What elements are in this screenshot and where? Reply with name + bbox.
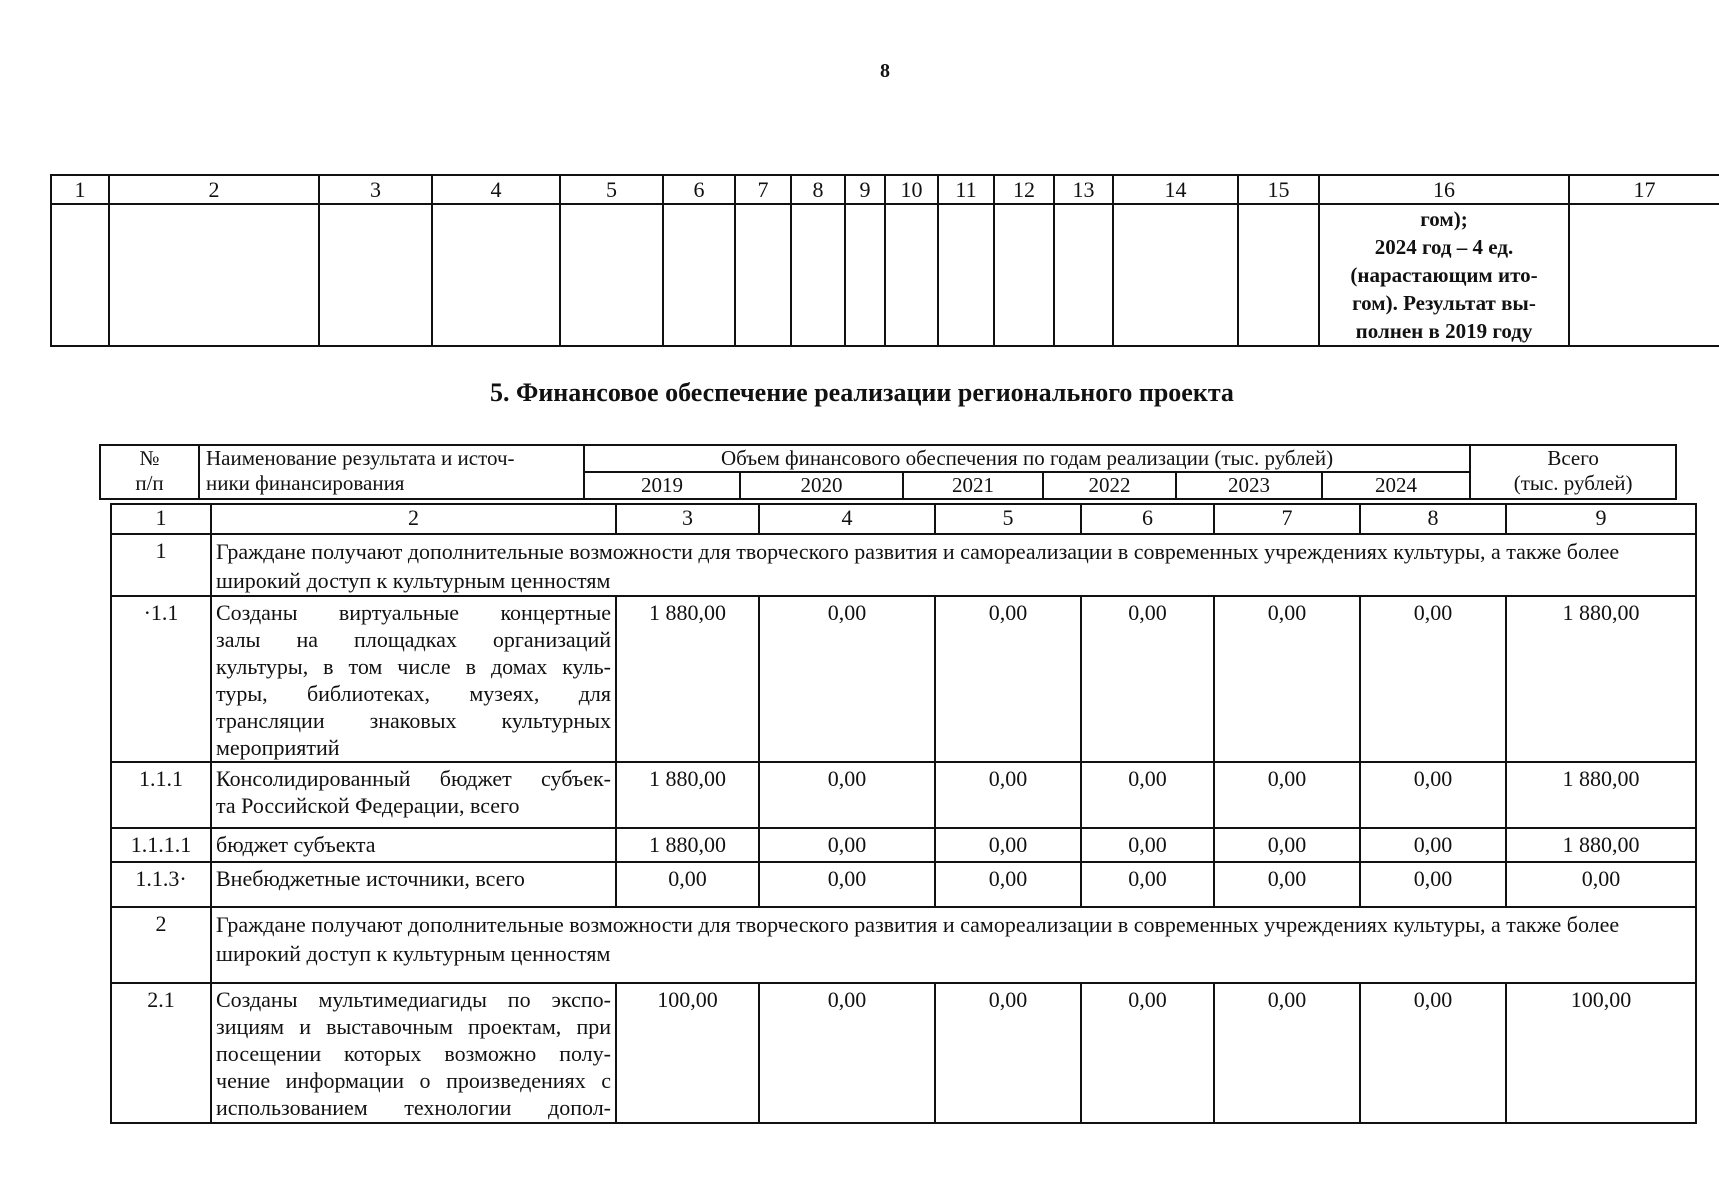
total-cell: 1 880,00 [1506,762,1696,828]
column-number: 4 [759,504,935,534]
number-header [100,445,199,499]
value-cell: 0,00 [1081,596,1214,762]
column-number: 8 [1360,504,1506,534]
financing-table-header [99,444,1677,500]
row-number: 2.1 [111,983,211,1123]
value-cell: 100,00 [616,983,759,1123]
text-line: зициям и выставочным проектам, при [216,1014,611,1039]
table-cell [432,204,560,346]
table-cell [994,204,1054,346]
column-number: 3 [616,504,759,534]
table-cell [1238,204,1319,346]
year-header: 2024 [1322,472,1470,499]
row-name [211,862,616,907]
value-cell: 0,00 [1214,862,1360,907]
header-line: ники финансирования [206,471,405,495]
column-number: 11 [938,175,994,204]
table-cell [663,204,735,346]
column-number: 10 [885,175,938,204]
year-header: 2019 [584,472,740,499]
text-line: использованием технологии допол- [216,1095,611,1120]
total-cell: 0,00 [1506,862,1696,907]
value-cell: 0,00 [1360,983,1506,1123]
continued-results-table [50,174,1719,347]
column-number: 1 [111,504,211,534]
result-title: Граждане получают дополнительные возможности для творческого развития и самореализации в современных учреждениях культуры, а также более широкий доступ к культурным ценностям [211,534,1696,596]
value-cell: 0,00 [759,862,935,907]
value-cell: 0,00 [935,828,1081,862]
result-title-row [111,534,1696,596]
text-line: Созданы мультимедиагиды по экспо- [216,987,611,1012]
column-number: 17 [1569,175,1719,204]
column-number: 1 [51,175,109,204]
page-number: 8 [880,60,890,82]
value-cell: 1 880,00 [616,762,759,828]
text-line: посещении которых возможно полу- [216,1041,611,1066]
year-header: 2021 [903,472,1043,499]
header-line: (тыс. рублей) [1513,471,1633,495]
header-line: Всего [1547,446,1599,470]
value-cell: 0,00 [935,983,1081,1123]
text-line: полнен в 2019 году [1355,319,1533,343]
name-header [199,445,584,499]
text-line: гом); [1420,207,1468,231]
value-cell: 0,00 [935,862,1081,907]
column-number: 9 [1506,504,1696,534]
column-number-row [51,175,1719,204]
year-header: 2023 [1176,472,1322,499]
table-cell [560,204,663,346]
value-cell: 0,00 [616,862,759,907]
value-cell: 0,00 [1360,596,1506,762]
text-line: 2024 год – 4 ед. [1374,235,1514,259]
value-cell: 0,00 [1360,828,1506,862]
column-number: 12 [994,175,1054,204]
row-name [211,596,616,762]
year-header: 2022 [1043,472,1176,499]
table-cell [1054,204,1113,346]
text-line: культуры, в том числе в домах куль- [216,654,611,679]
text-line: Внебюджетные источники, всего [216,866,525,891]
row-name [211,983,616,1123]
column-number: 8 [791,175,845,204]
column-number-row [111,504,1696,534]
row-number: 2 [111,907,211,983]
column-number: 2 [109,175,319,204]
text-line: туры, библиотеках, музеях, для [216,681,611,706]
table-row [111,983,1696,1123]
continued-row [51,204,1719,346]
row-name [211,762,616,828]
total-cell: 1 880,00 [1506,596,1696,762]
column-number: 5 [560,175,663,204]
text-line: бюджет субъекта [216,832,376,857]
column-number: 5 [935,504,1081,534]
value-cell: 0,00 [1360,762,1506,828]
section-title: 5. Финансовое обеспечение реализации регионального проекта [490,378,1234,407]
table-row [111,862,1696,907]
table-cell [1569,204,1719,346]
table-cell [791,204,845,346]
value-cell: 0,00 [759,596,935,762]
column-number: 6 [663,175,735,204]
column-number: 7 [1214,504,1360,534]
value-cell: 0,00 [1214,828,1360,862]
column-number: 4 [432,175,560,204]
text-line: та Российской Федерации, всего [216,793,520,818]
text-line: Консолидированный бюджет субъек- [216,766,611,791]
table-row [111,828,1696,862]
value-cell: 0,00 [759,762,935,828]
volume-header: Объем финансового обеспечения по годам реализации (тыс. рублей) [584,445,1470,472]
financing-table [110,503,1697,1124]
column-number: 7 [735,175,791,204]
column-number: 6 [1081,504,1214,534]
result-description-cell [1319,204,1569,346]
total-cell: 100,00 [1506,983,1696,1123]
total-header [1470,445,1676,499]
row-number: 1.1.1 [111,762,211,828]
table-cell [735,204,791,346]
table-row [111,762,1696,828]
text-line: залы на площадках организаций [216,627,611,652]
column-number: 9 [845,175,885,204]
column-number: 2 [211,504,616,534]
row-number: ·1.1 [111,596,211,762]
value-cell: 0,00 [1214,762,1360,828]
value-cell: 0,00 [1081,862,1214,907]
text-line: (нарастающим ито- [1350,263,1538,287]
column-number: 14 [1113,175,1238,204]
value-cell: 0,00 [759,828,935,862]
text-line: трансляции знаковых культурных [216,708,611,733]
column-number: 13 [1054,175,1113,204]
header-line: п/п [135,471,164,495]
value-cell: 0,00 [1214,596,1360,762]
result-title-row [111,907,1696,983]
table-cell [51,204,109,346]
result-title: Граждане получают дополнительные возможности для творческого развития и самореализации в современных учреждениях культуры, а также более широкий доступ к культурным ценностям [211,907,1696,983]
table-cell [845,204,885,346]
row-number: 1 [111,534,211,596]
value-cell: 0,00 [1214,983,1360,1123]
value-cell: 0,00 [759,983,935,1123]
value-cell: 0,00 [1081,983,1214,1123]
row-name [211,828,616,862]
value-cell: 0,00 [1081,828,1214,862]
table-cell [885,204,938,346]
value-cell: 0,00 [935,762,1081,828]
header-line: № [139,446,160,470]
value-cell: 0,00 [1360,862,1506,907]
year-header: 2020 [740,472,903,499]
column-number: 15 [1238,175,1319,204]
table-cell [319,204,432,346]
column-number: 16 [1319,175,1569,204]
table-cell [109,204,319,346]
text-line: гом). Результат вы- [1352,291,1536,315]
value-cell: 1 880,00 [616,828,759,862]
column-number: 3 [319,175,432,204]
text-line: Созданы виртуальные концертные [216,600,611,625]
value-cell: 1 880,00 [616,596,759,762]
text-line: мероприятий [216,735,340,760]
header-line: Наименование результата и источ- [206,446,515,470]
row-number: 1.1.3· [111,862,211,907]
total-cell: 1 880,00 [1506,828,1696,862]
value-cell: 0,00 [1081,762,1214,828]
table-row [111,596,1696,762]
table-cell [938,204,994,346]
value-cell: 0,00 [935,596,1081,762]
row-number: 1.1.1.1 [111,828,211,862]
text-line: чение информации о произведениях с [216,1068,611,1093]
table-cell [1113,204,1238,346]
